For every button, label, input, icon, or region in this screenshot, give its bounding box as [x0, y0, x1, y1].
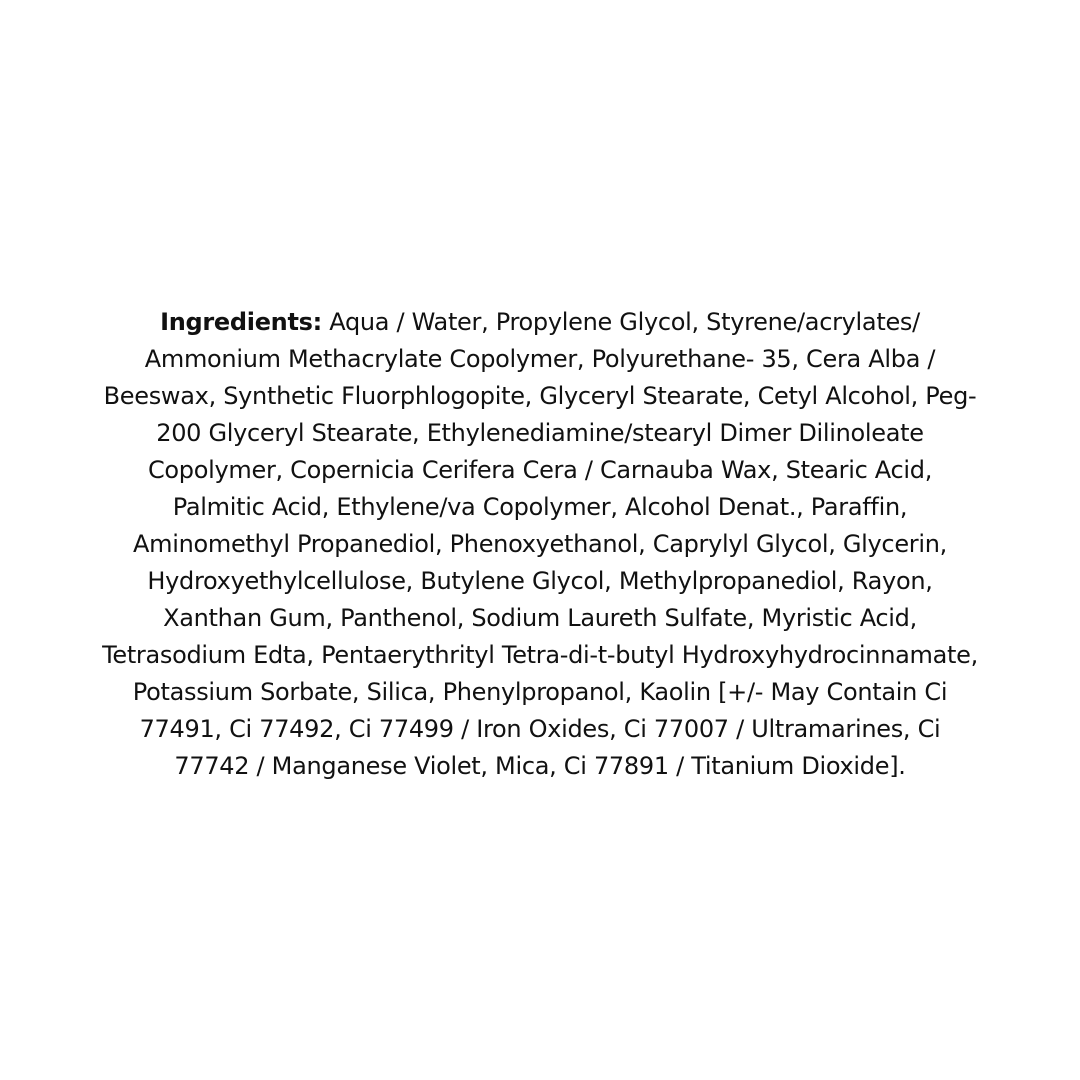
- ingredients-list: Aqua / Water, Propylene Glycol, Styrene/acrylates/ Ammonium Methacrylate Copolymer, Polyurethane- 35, Cera Alba / Beeswax, Synthetic Fluorphlogopite, Glyceryl Stearate, Cetyl Alcohol, Peg-200 Glyceryl Stearate, Ethylenediamine/stearyl Dimer Dilinoleate Copolymer, Copernicia Cerifera Cera / Carnauba Wax, Stearic Acid, Palmitic Acid, Ethylene/va Copolymer, Alcohol Denat., Paraffin, Aminomethyl Propanediol, Phenoxyethanol, Caprylyl Glycol, Glycerin, Hydroxyethylcellulose, Butylene Glycol, Methylpropanediol, Rayon, Xanthan Gum, Panthenol, Sodium Laureth Sulfate, Myristic Acid, Tetrasodium Edta, Pentaerythrityl Tetra-di-t-butyl Hydroxyhydrocinnamate, Potassium Sorbate, Silica, Phenylpropanol, Kaolin [+/- May Contain Ci 77491, Ci 77492, Ci 77499 / Iron Oxides, Ci 77007 / Ultramarines, Ci 77742 / Manganese Violet, Mica, Ci 77891 / Titanium Dioxide].: [102, 308, 978, 780]
- ingredients-paragraph: [100, 304, 980, 785]
- ingredients-label: Ingredients:: [160, 308, 322, 336]
